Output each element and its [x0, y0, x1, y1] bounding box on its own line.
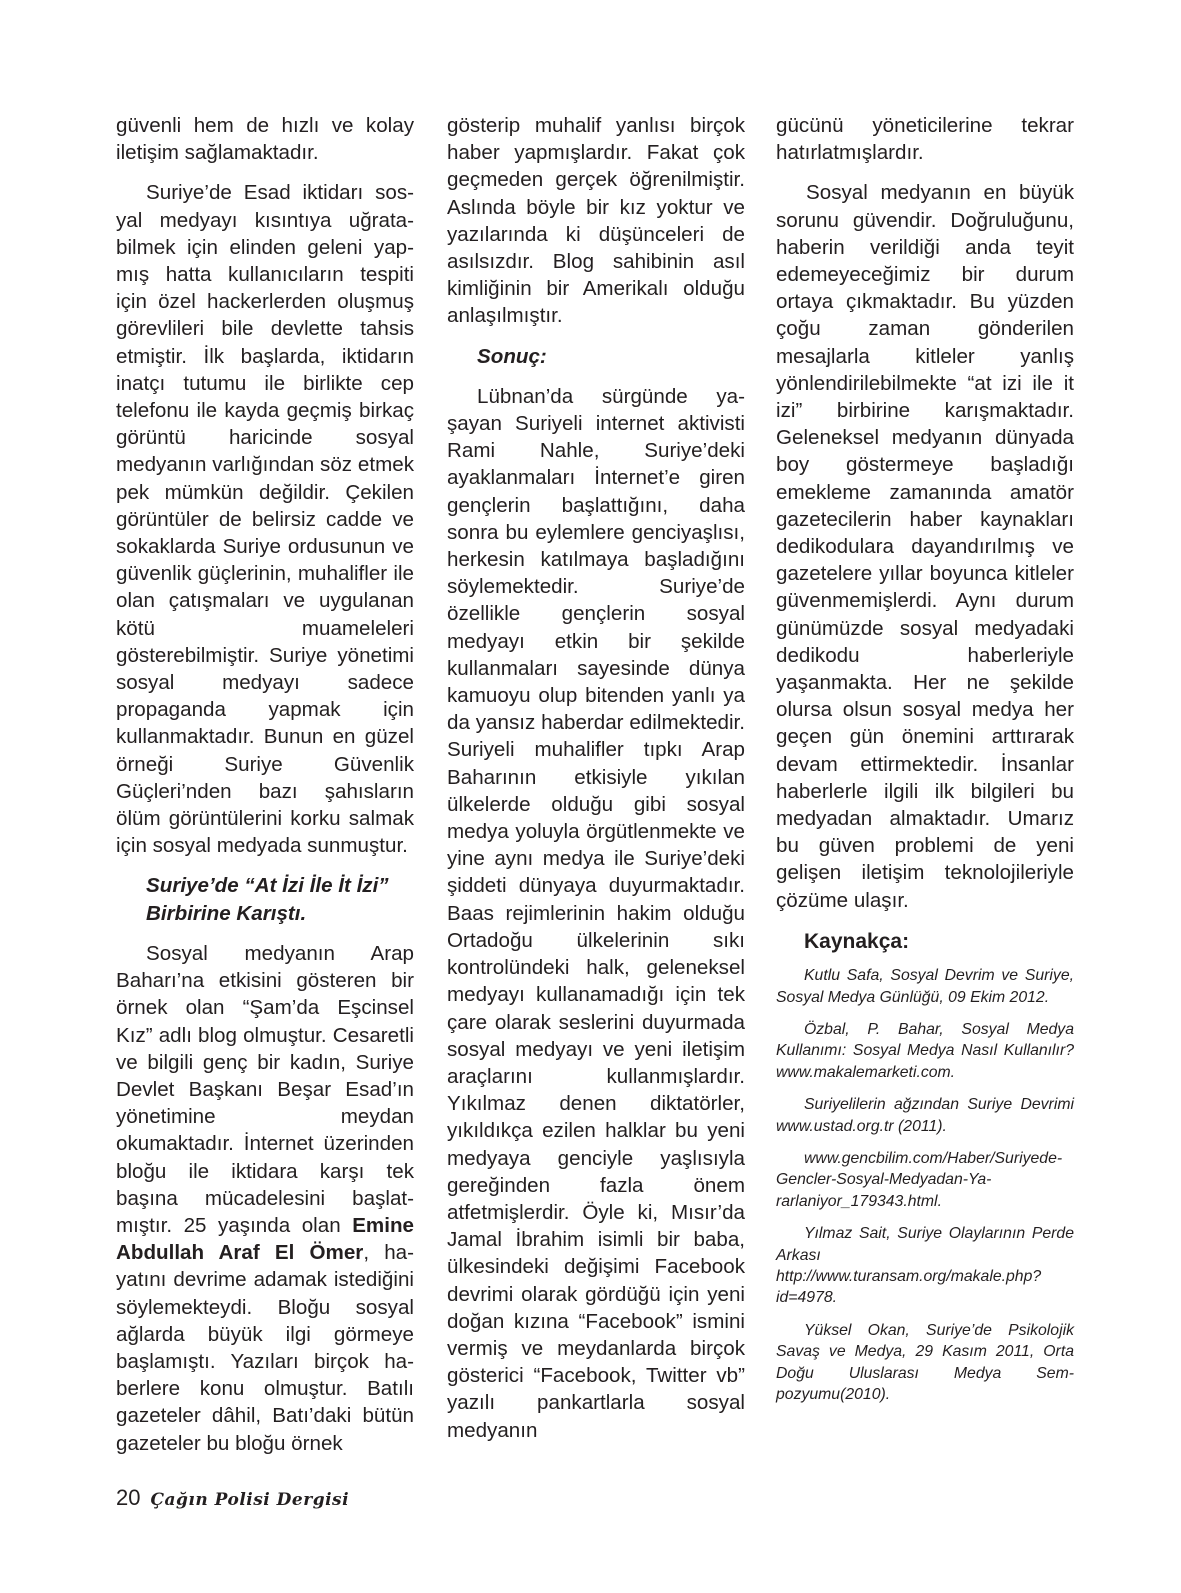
section-heading: Suriye’de “At İzi İle İt İzi” Birbirine Karıştı. [146, 874, 389, 925]
paragraph: gücünü yöneticilerine tekrar hatırlatmışlardır. [776, 114, 1074, 165]
column-2 [447, 112, 745, 1444]
section-heading: Sonuç: [477, 344, 547, 368]
paragraph [116, 940, 414, 1457]
references-title: Kaynakça: [804, 929, 910, 953]
paragraph-text: Sosyal medyanın Arap Baharı’na etkisini gösteren bir örnek olan “Şam’da Eşcinsel Kız” adlı blog olmuştur. Cesaretli ve bilgili genç bir kadın, Suriye Devlet Başkanı Beşar Esad’ın yönetimine meydan okumaktadır. İnternet üzerinden bloğu ile iktidara karşı tek başına mücadelesini başlatmıştır. 25 yaşında olan [116, 941, 414, 1237]
paragraph: güvenli hem de hızlı ve kolay iletişim sağlamaktadır. [116, 114, 414, 165]
bold-name: Emine Abdullah Araf El Ömer [116, 1213, 414, 1265]
paragraph: gösterip muhalif yanlısı birçok haber yapmışlardır. Fakat çok geçmeden gerçek öğrenilmiştir. Aslında böyle bir kız yoktur ve yazılarında ki düşünceleri de asılsızdır. Blog sahibinin asıl kimliğinin bir Amerikalı olduğu anlaşılmıştır. [447, 114, 745, 328]
reference-item: Kutlu Safa, Sosyal Devrim ve Suriye, Sosyal Medya Günlüğü, 09 Ekim 2012. [776, 967, 1074, 1006]
reference-item: www.gencbilim.com/Haber/Suriyede-Gencler-Sosyal-Medyadan-Yararlaniyor_179343.html. [776, 1149, 1063, 1210]
references-list [776, 965, 1074, 1405]
page-number: 20 [116, 1485, 141, 1510]
column-1 [116, 112, 414, 1457]
paragraph-text: , hayatını devrime adamak istediğini söylemekteydi. Bloğu sosyal ağlarda büyük ilgi görmeye başlamıştı. Yazıları birçok haberlere konu olmuştur. Batılı gazeteler dâhil, Batı’daki bütün gazeteler bu bloğu örnek [116, 1241, 414, 1455]
reference-item: Yüksel Okan, Suriye’de Psikolojik Savaş ve Medya, 29 Kasım 2011, Orta Doğu Uluslarası Medya Sempozyumu(2010). [776, 1321, 1074, 1403]
paragraph: Sosyal medyanın en büyük sorunu güvendir. Doğruluğunu, haberin verildiği anda teyit edemeyeceğimiz bir durum ortaya çıkmaktadır. Bu yüzden çoğu zaman gönderilen mesajlarla kitleler yanlış yönlendirilebilmekte “at izi ile it izi” birbirine karışmaktadır. Geleneksel medyanın dünyada boy göstermeye başladığı emekleme zamanında amatör gazetecilerin haber kaynakları dedikodulara dayandırılmış ve gazetelere yıllar boyunca kitleler güvenmemişlerdi. Aynı durum günümüzde sosyal medyadaki dedikodu haberleriyle yaşanmakta. Her ne şekilde olursa olsun sosyal medya her geçen gün önemini arttırarak devam ettirmektedir. İnsanlar haberlerle ilgili ilk bilgileri bu medyadan almaktadır. Umarız bu güven problemi de yeni gelişen iletişim teknolojileriyle çözüme ulaşır. [776, 181, 1074, 912]
column-3 [776, 112, 1074, 1405]
page-footer [116, 1485, 349, 1511]
paragraph: Lübnan’da sürgünde yaşayan Suriyeli internet aktivisti Rami Nahle, Suriye’deki ayaklanmaları İnternet’e giren gençlerin başlattığını, daha sonra bu eylemlere genciyaşlısı, herkesin katılmaya başladığını söylemektedir. Suriye’de özellikle gençlerin sosyal medyayı etkin bir şekilde kullanmaları sayesinde dünya kamuoyu olup bitenden yanlı ya da yansız haberdar edilmektedir. Suriyeli muhalifler tıpkı Arap Baharının etkisiyle yıkılan ülkelerde olduğu gibi sosyal medya yoluyla örgütlenmekte ve yine aynı medya ile Suriye’deki şiddeti dünyaya duyurmaktadır. Baas rejimlerinin hakim olduğu Ortadoğu ülkelerinin sıkı kontrolündeki halk, geleneksel medyayı kullanamadığı için tek çare olarak seslerini duyurmada sosyal medyayı ve yeni iletişim araçlarını kullanmışlardır. Yıkılmaz denen diktatörler, yıkıldıkça ezilen halklar bu yeni medyaya genciyle yaşlısıyla gereğinden fazla önem atfetmişlerdir. Öyle ki, Mısır’da Jamal İbrahim isimli bir baba, ülkesindeki değişimi Facebook devrimi olarak gördüğü için yeni doğan kızına “Facebook” ismini vermiş ve meydanlarda birçok gösterici “Facebook, Twitter vb” yazılı pankartlarla sosyal medyanın [447, 384, 745, 1442]
reference-item: Yılmaz Sait, Suriye Olaylarının Perde Arkası http://www.turansam.org/makale.php?id=4978. [776, 1225, 1074, 1307]
paragraph: Suriye’de Esad iktidarı sosyal medyayı kısıntıya uğratabilmek için elinden geleni yapmış hatta kullanıcıların tespiti için özel hackerlerden oluşmuş görevlileri bile devlette tahsis etmiştir. İlk başlarda, iktidarın inatçı tutumu ile birlikte cep telefonu ile kayda geçmiş birkaç görüntü haricinde sosyal medyanın varlığından söz etmek pek mümkün değildir. Çekilen görüntüler de belirsiz cadde ve sokaklarda Suriye ordusunun ve güvenlik güçlerinin, muhalifler ile olan çatışmaları ve uygulanan kötü muameleleri gösterebilmiştir. Suriye yönetimi sosyal medyayı sadece propaganda yapmak için kullanmaktadır. Bunun en güzel örneği Suriye Güvenlik Güçleri’nden bazı şahısların ölüm görüntülerini korku salmak için sosyal medyada sunmuştur. [116, 181, 414, 858]
reference-item: Suriyelilerin ağzından Suriye Devrimi www.ustad.org.tr (2011). [776, 1096, 1074, 1135]
reference-item: Özbal, P. Bahar, Sosyal Medya Kullanımı: Sosyal Medya Nasıl Kullanılır? www.makalemarketi.com. [776, 1020, 1074, 1081]
magazine-title: Çağın Polisi Dergisi [150, 1490, 350, 1510]
